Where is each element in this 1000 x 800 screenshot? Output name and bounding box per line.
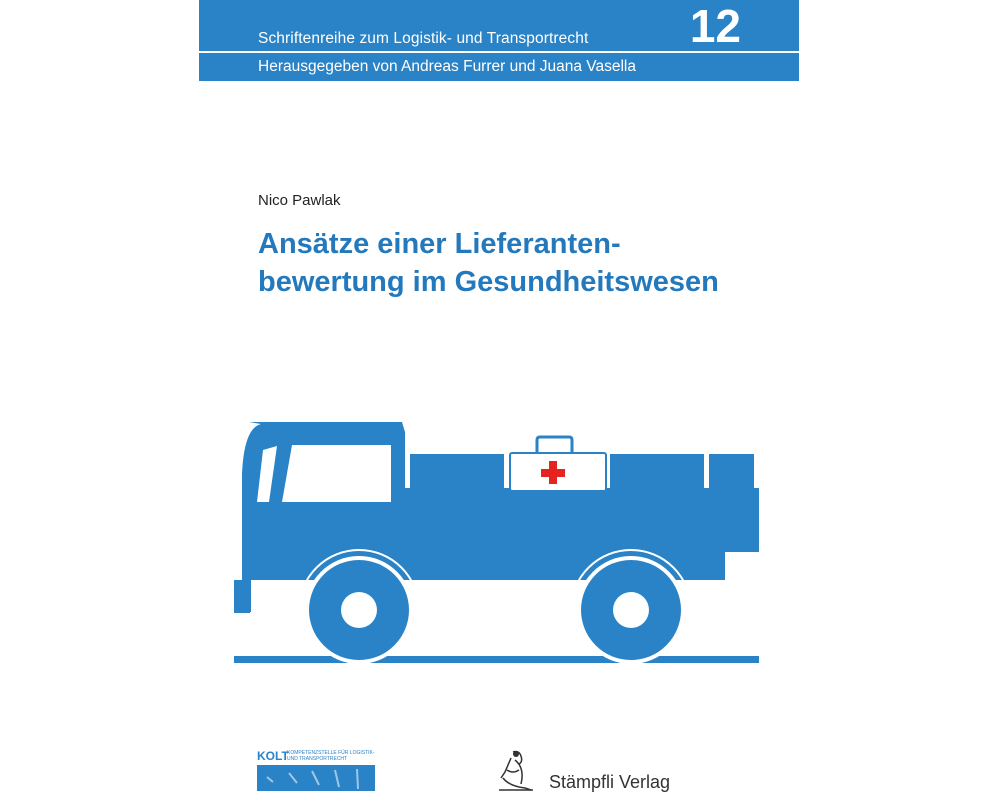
book-title-line-1: Ansätze einer Lieferanten- [258,228,621,260]
cargo-box [709,454,754,491]
cab-window [282,445,391,502]
book-title [258,225,719,301]
book-cover [199,0,799,800]
book-title-line-2: bewertung im Gesundheitswesen [258,266,719,298]
series-title: Schriftenreihe zum Logistik- und Transportrecht [258,30,589,47]
publisher-emblem-icon [491,748,539,792]
kolt-logo [257,749,375,791]
editors-band [199,53,799,81]
kolt-logo-bar [257,765,375,791]
kolt-name: KOLT [257,749,289,763]
kolt-subtitle: KOMPETENZSTELLE FÜR LOGISTIK- UND TRANSPORTRECHT [287,750,375,762]
publisher-name: Stämpfli Verlag [549,772,671,792]
cargo-box [610,454,704,491]
editors-line: Herausgegeben von Andreas Furrer und Juana Vasella [258,58,636,75]
truck-illustration [199,410,799,670]
wheel-hub [613,592,649,628]
cargo-box [410,454,504,491]
truck-chassis [405,552,725,580]
front-bumper [234,585,250,613]
author-name: Nico Pawlak [258,192,341,209]
kolt-stripes-icon [257,765,375,791]
first-aid-kit-icon [510,437,606,491]
wheel-hub [341,592,377,628]
truck-bed [405,488,759,552]
road-line [234,656,759,663]
series-header [199,0,799,51]
publisher-logo [491,748,691,792]
series-number: 12 [689,0,741,52]
